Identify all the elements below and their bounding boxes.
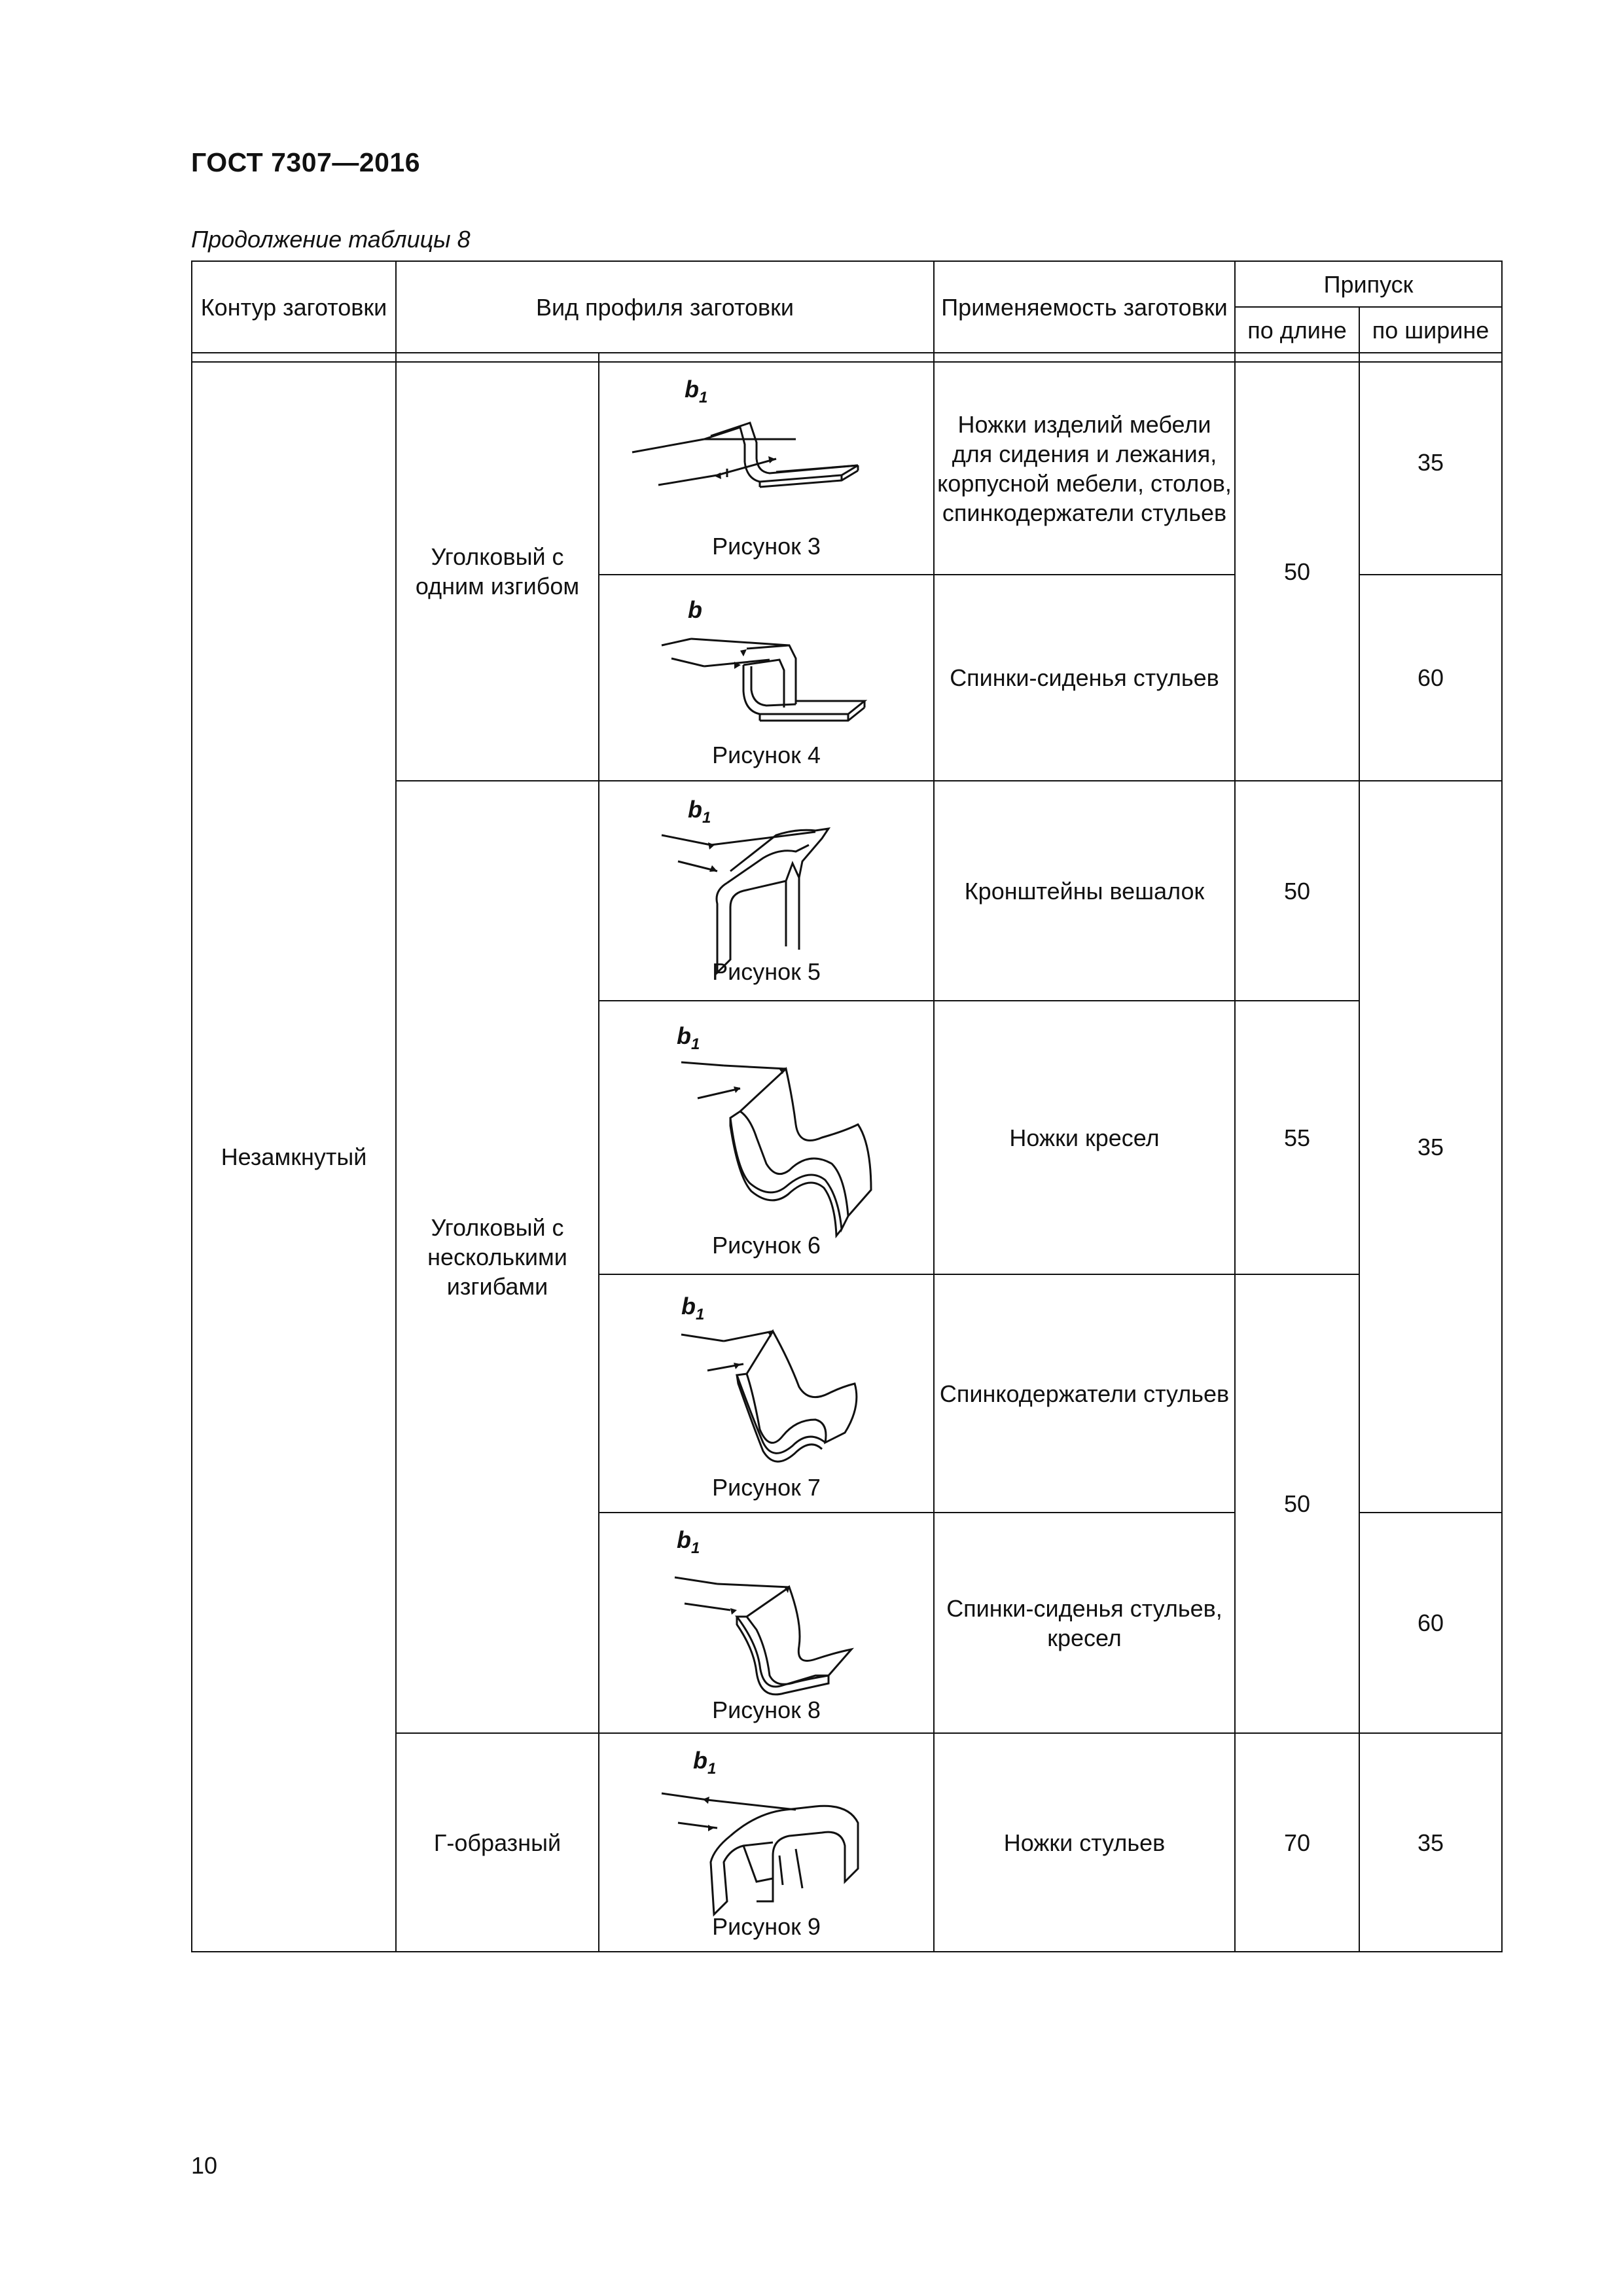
header-by-length: по длине	[1235, 307, 1359, 353]
figure-9-cell	[599, 1733, 934, 1952]
header-allowance: Припуск	[1235, 261, 1502, 307]
figure-5-label: Рисунок 5	[712, 958, 821, 985]
figure-7-drawing	[599, 1295, 935, 1492]
applicability-cell: Кронштейны вешалок	[934, 781, 1235, 1001]
group-single-bend: Уголковый с одним изгибом	[396, 362, 599, 781]
width-value-cell: 35	[1359, 1733, 1502, 1952]
applicability-cell: Спинкодержатели стульев	[934, 1274, 1235, 1513]
figure-3-cell	[599, 362, 934, 575]
page-number: 10	[191, 2152, 218, 2179]
contour-cell: Незамкнутый	[192, 362, 396, 1952]
applicability-cell: Ножки изделий мебели для сидения и лежания, корпусной мебели, столов, спинкодержатели стульев	[934, 362, 1235, 575]
table-caption: Продолжение таблицы 8	[191, 226, 471, 253]
width-value-cell: 35	[1359, 781, 1502, 1513]
figure-6-drawing	[599, 1020, 935, 1255]
dim-label-b1: $b_1$	[681, 1293, 705, 1324]
figure-5-cell	[599, 781, 934, 1001]
header-contour: Контур заготовки	[192, 261, 396, 353]
header-profile: Вид профиля заготовки	[396, 261, 934, 353]
document-title: ГОСТ 7307—2016	[191, 147, 421, 177]
width-value-cell: 60	[1359, 1513, 1502, 1733]
figure-4-cell	[599, 575, 934, 781]
length-value-cell: 50	[1235, 781, 1359, 1001]
allowance-table	[191, 260, 1503, 1952]
dim-label-b1: $b_1$	[677, 1022, 700, 1054]
dim-label-b: b	[688, 596, 702, 623]
figure-5-drawing	[599, 799, 935, 982]
figure-8-drawing	[599, 1532, 935, 1715]
width-value-cell: 60	[1359, 575, 1502, 781]
figure-7-cell	[599, 1274, 934, 1513]
applicability-cell: Ножки кресел	[934, 1001, 1235, 1274]
figure-4-label: Рисунок 4	[712, 742, 821, 768]
figure-8-cell	[599, 1513, 934, 1733]
length-value-cell: 50	[1235, 362, 1359, 781]
figure-6-cell	[599, 1001, 934, 1274]
figure-9-label: Рисунок 9	[712, 1913, 821, 1940]
figure-8-label: Рисунок 8	[712, 1696, 821, 1723]
applicability-cell: Ножки стульев	[934, 1733, 1235, 1952]
length-value-cell: 55	[1235, 1001, 1359, 1274]
header-by-width: по ширине	[1359, 307, 1502, 353]
group-multi-bend: Уголковый с несколькими изгибами	[396, 781, 599, 1733]
width-value-cell: 35	[1359, 362, 1502, 575]
figure-7-label: Рисунок 7	[712, 1474, 821, 1501]
header-applicability: Применяемость заготовки	[934, 261, 1235, 353]
dim-label-b1: $b_1$	[685, 376, 708, 407]
figure-9-drawing	[599, 1751, 935, 1934]
length-value-cell: 70	[1235, 1733, 1359, 1952]
length-value-cell: 50	[1235, 1274, 1359, 1733]
dim-label-b1: $b_1$	[693, 1747, 717, 1778]
figure-6-label: Рисунок 6	[712, 1232, 821, 1259]
applicability-cell: Спинки-сиденья стульев, кресел	[934, 1513, 1235, 1733]
applicability-cell: Спинки-сиденья стульев	[934, 575, 1235, 781]
figure-3-drawing	[599, 380, 935, 557]
figure-4-drawing	[599, 593, 935, 763]
dim-label-b1: $b_1$	[677, 1526, 700, 1558]
dim-label-b1: $b_1$	[688, 796, 711, 827]
figure-3-label: Рисунок 3	[712, 533, 821, 560]
group-g-shaped: Г-образный	[396, 1733, 599, 1952]
